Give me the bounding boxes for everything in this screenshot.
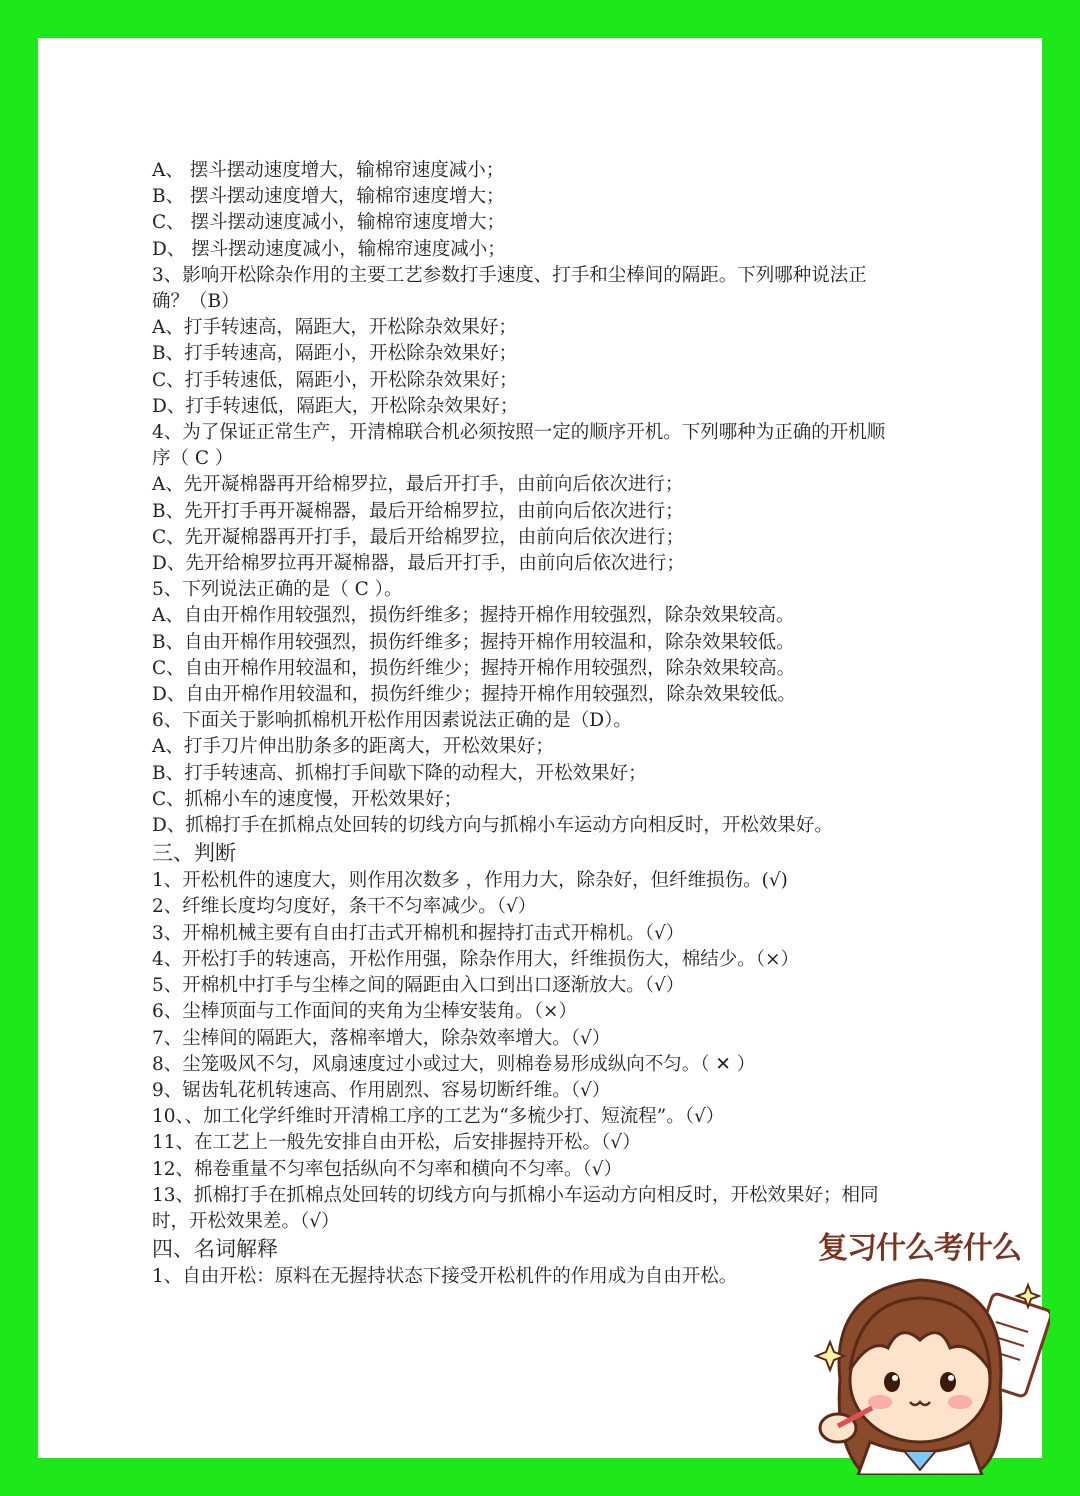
option-line: C、 摆斗摆动速度减小，输棉帘速度增大； — [152, 212, 506, 234]
judgement-item: 2、纤维长度均匀度好，条干不匀率减少。（√） — [152, 896, 537, 918]
judgement-item: 5、开棉机中打手与尘棒之间的隔距由入口到出口逐渐放大。（√） — [152, 975, 685, 997]
option-line: A、自由开棉作用较强烈，损伤纤维多；握持开棉作用较强烈，除杂效果较高。 — [152, 605, 795, 627]
judgement-item: 12、棉卷重量不匀率包括纵向不匀率和横向不匀率。（√） — [152, 1158, 623, 1180]
option-line: A、先开凝棉器再开给棉罗拉，最后开打手，由前向后依次进行； — [152, 474, 684, 496]
option-line: A、打手转速高，隔距大，开松除杂效果好； — [152, 317, 517, 339]
judgement-item: 8、尘笼吸风不匀，风扇速度过小或过大，则棉卷易形成纵向不匀。（ ✕ ） — [152, 1053, 756, 1075]
option-line: A、打手刀片伸出肋条多的距离大，开松效果好； — [152, 736, 554, 758]
judgement-item: 10、、加工化学纤维时开清棉工序的工艺为“多梳少打、短流程”。（√） — [152, 1106, 725, 1128]
question-3: 3、影响开松除杂作用的主要工艺参数打手速度、打手和尘棒间的隔距。下列哪种说法正确？（B） — [152, 264, 867, 313]
option-line: D、 摆斗摆动速度减小，输棉帘速度减小； — [152, 238, 506, 260]
section-heading-terms: 四、名词解释 — [152, 1237, 278, 1262]
judgement-item: 9、锯齿轧花机转速高、作用剧烈、容易切断纤维。（√） — [152, 1079, 611, 1101]
option-line: B、 摆斗摆动速度增大，输棉帘速度增大； — [152, 186, 505, 208]
option-line: B、打手转速高，隔距小，开松除杂效果好； — [152, 343, 518, 365]
option-line: A、 摆斗摆动速度增大，输棉帘速度减小； — [152, 160, 505, 181]
term-item: 1、自由开松：原料在无握持状态下接受开松机件的作用成为自由开松。 — [152, 1266, 738, 1288]
judgement-item: 4、开松打手的转速高，开松作用强，除杂作用大，纤维损伤大，棉结少。（×） — [152, 948, 800, 970]
judgement-item: 6、尘棒顶面与工作面间的夹角为尘棒安装角。（×） — [152, 1001, 578, 1023]
judgement-item: 11、在工艺上一般先安排自由开松，后安排握持开松。（√） — [152, 1132, 641, 1154]
judgement-item: 13、抓棉打手在抓棉点处回转的切线方向与抓棉小车运动方向相反时，开松效果好；相同时，开松效果差。（√） — [152, 1184, 879, 1232]
judgement-item: 1、开松机件的速度大，则作用次数多 ，作用力大，除杂好，但纤维损伤。(√) — [152, 870, 788, 892]
question-5: 5、下列说法正确的是（ C ）。 — [152, 579, 403, 601]
question-6: 6、下面关于影响抓棉机开松作用因素说法正确的是（D）。 — [152, 710, 632, 732]
document-content — [152, 158, 892, 1290]
option-line: D、抓棉打手在抓棉点处回转的切线方向与抓棉小车运动方向相反时，开松效果好。 — [152, 815, 833, 837]
option-line: B、先开打手再开凝棉器，最后开给棉罗拉，由前向后依次进行； — [152, 500, 684, 522]
section-heading-judgement: 三、判断 — [152, 841, 236, 866]
judgement-item: 7、尘棒间的隔距大，落棉率增大，除杂效率增大。（√） — [152, 1027, 611, 1049]
judgement-item: 3、开棉机械主要有自由打击式开棉机和握持打击式开棉机。（√） — [152, 922, 685, 944]
option-line: D、打手转速低，隔距大，开松除杂效果好； — [152, 395, 519, 417]
option-line: B、自由开棉作用较强烈，损伤纤维多；握持开棉作用较温和，除杂效果较低。 — [152, 631, 795, 653]
option-line: D、自由开棉作用较温和，损伤纤维少；握持开棉作用较强烈，除杂效果较低。 — [152, 684, 796, 706]
option-line: D、先开给棉罗拉再开凝棉器，最后开打手，由前向后依次进行； — [152, 553, 685, 575]
question-4: 4、为了保证正常生产，开清棉联合机必须按照一定的顺序开机。下列哪种为正确的开机顺序（ C ） — [152, 422, 886, 470]
option-line: C、先开凝棉器再开打手，最后开给棉罗拉，由前向后依次进行； — [152, 526, 685, 548]
option-line: C、抓棉小车的速度慢，开松效果好； — [152, 788, 463, 810]
option-line: B、打手转速高、抓棉打手间歇下降的动程大，开松效果好； — [152, 762, 647, 784]
option-line: C、自由开棉作用较温和，损伤纤维少；握持开棉作用较强烈，除杂效果较高。 — [152, 657, 796, 679]
sticker-slogan: 复习什么考什么 — [818, 1231, 1021, 1266]
option-line: C、打手转速低，隔距小，开松除杂效果好； — [152, 369, 518, 391]
